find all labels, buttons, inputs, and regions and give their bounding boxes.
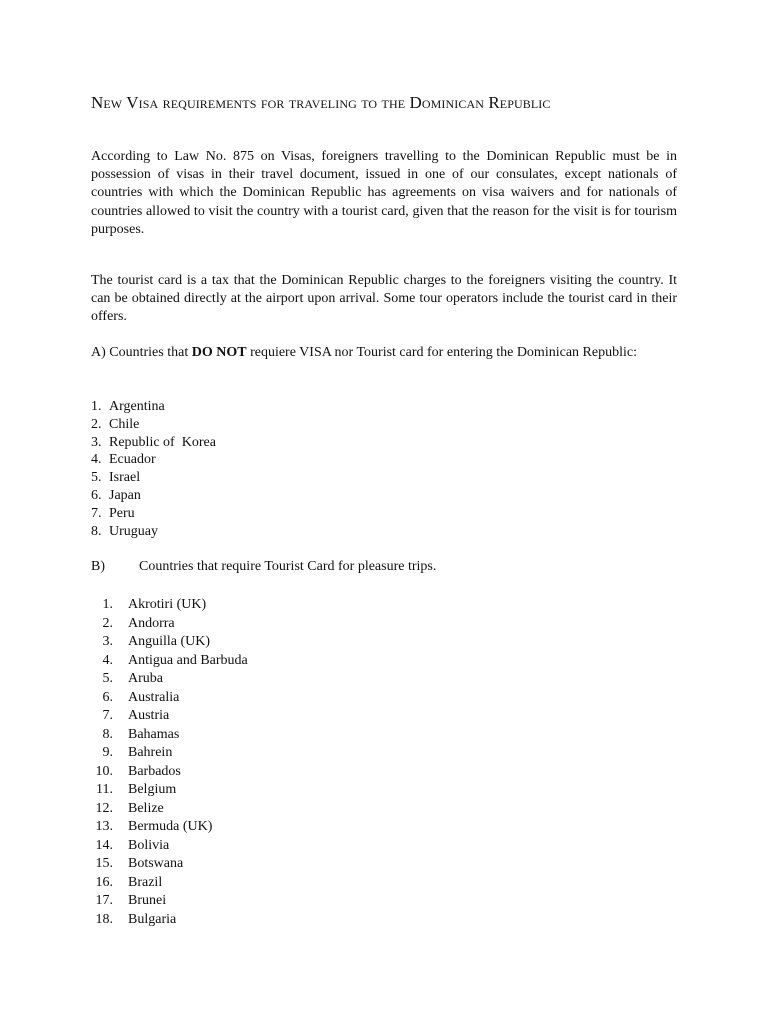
list-item-name: Argentina (109, 399, 165, 414)
list-item-name: Andorra (128, 615, 175, 631)
list-item-name: Anguilla (UK) (128, 634, 211, 649)
list-item (91, 744, 248, 763)
list-item-name: Uruguay (109, 523, 158, 539)
list-item-number: 7. (102, 708, 113, 723)
list-item (91, 855, 248, 874)
list-item (91, 487, 216, 505)
list-item-number: 1. (102, 597, 113, 612)
list-item-number: 5. (102, 671, 113, 686)
list-item-name: Austria (128, 708, 170, 723)
list-item-number: 13. (95, 819, 113, 834)
list-item (91, 670, 248, 689)
list-item (91, 818, 248, 837)
list-item-number: 4. (102, 652, 113, 668)
section-a-prefix: A) Countries that (91, 345, 192, 360)
list-item-number: 6. (102, 689, 113, 705)
section-a-emphasis: DO NOT (191, 345, 247, 360)
section-b-heading (91, 558, 436, 576)
list-item (91, 633, 248, 652)
list-item-name: Peru (109, 505, 135, 521)
list-item-name: Bolivia (128, 837, 170, 853)
list-item (91, 652, 248, 671)
list-item-name: Belize (128, 800, 164, 816)
list-item (91, 726, 248, 745)
list-item (91, 781, 248, 800)
section-a-list (91, 398, 216, 540)
list-item (91, 451, 216, 469)
list-item-number: 6. (91, 487, 102, 503)
list-item-name: Barbados (128, 763, 181, 779)
list-item-name: Bahrein (128, 745, 173, 760)
list-item-number: 2. (91, 416, 102, 432)
list-item-name: Israel (109, 470, 141, 486)
list-item-number: 3. (91, 434, 102, 450)
list-item (91, 416, 216, 434)
list-item-number: 10. (95, 763, 113, 779)
list-item-name: Bermuda (UK) (128, 819, 213, 834)
section-b-heading-text: Countries that require Tourist Card for pleasure trips. (139, 559, 437, 574)
list-item-number: 7. (91, 505, 102, 521)
list-item-name: Bahamas (128, 726, 180, 742)
list-item-number: 1. (91, 399, 102, 414)
list-item-name: Antigua and Barbuda (128, 652, 248, 668)
list-item-name: Akrotiri (UK) (128, 597, 207, 612)
list-item (91, 763, 248, 782)
list-item-number: 3. (102, 634, 113, 649)
list-item-number: 11. (96, 782, 113, 797)
intro-paragraph: According to Law No. 875 on Visas, foreigners travelling to the Dominican Republic must be in possession of visas in their travel document, issued in one of our consulates, except nationals of countries with which the Dominican Republic has agreements on visa waivers and for nationals of countries allowed to visit the country with a tourist card, given that the reason for the visit is for tourism purposes. (91, 149, 677, 237)
list-item-name: Australia (128, 689, 180, 705)
list-item-name: Brunei (128, 893, 167, 908)
list-item-name: Botswana (128, 856, 184, 871)
list-item (91, 837, 248, 856)
list-item (91, 892, 248, 911)
list-item (91, 434, 216, 452)
list-item-number: 14. (95, 837, 113, 853)
list-item-name: Brazil (128, 874, 163, 890)
list-item-number: 17. (95, 893, 113, 908)
list-item-number: 9. (102, 745, 113, 760)
document-title: New Visa requirements for traveling to the Dominican Republic (91, 93, 551, 112)
list-item (91, 689, 248, 708)
list-item-name: Chile (109, 416, 140, 432)
list-item-number: 12. (95, 800, 113, 816)
list-item-name: Aruba (128, 671, 163, 686)
list-item-number: 15. (95, 856, 113, 871)
list-item (91, 596, 248, 615)
list-item (91, 523, 216, 541)
list-item-name: Bulgaria (128, 911, 177, 927)
list-item-number: 5. (91, 470, 102, 486)
list-item (91, 707, 248, 726)
section-b-letter: B) (91, 559, 105, 574)
list-item-number: 16. (95, 874, 113, 890)
list-item (91, 398, 216, 416)
list-item (91, 800, 248, 819)
tourist-card-paragraph: The tourist card is a tax that the Dominican Republic charges to the foreigners visiting the country. It can be obtained directly at the airport upon arrival. Some tour operators include the tourist card in their offers. (91, 273, 677, 325)
list-item-number: 2. (102, 615, 113, 631)
list-item (91, 615, 248, 634)
list-item-name: Republic of Korea (109, 434, 216, 450)
list-item-number: 8. (91, 523, 102, 539)
list-item-name: Ecuador (109, 452, 156, 468)
list-item-number: 8. (102, 726, 113, 742)
list-item-number: 4. (91, 452, 102, 468)
list-item (91, 874, 248, 893)
list-item-name: Japan (109, 487, 141, 503)
list-item-number: 18. (95, 911, 113, 927)
section-a-heading (91, 344, 677, 362)
list-item (91, 911, 248, 930)
list-item (91, 469, 216, 487)
list-item (91, 505, 216, 523)
section-b-list (91, 596, 248, 929)
list-item-name: Belgium (128, 782, 177, 797)
section-a-suffix: requiere VISA nor Tourist card for entering the Dominican Republic: (246, 345, 637, 360)
